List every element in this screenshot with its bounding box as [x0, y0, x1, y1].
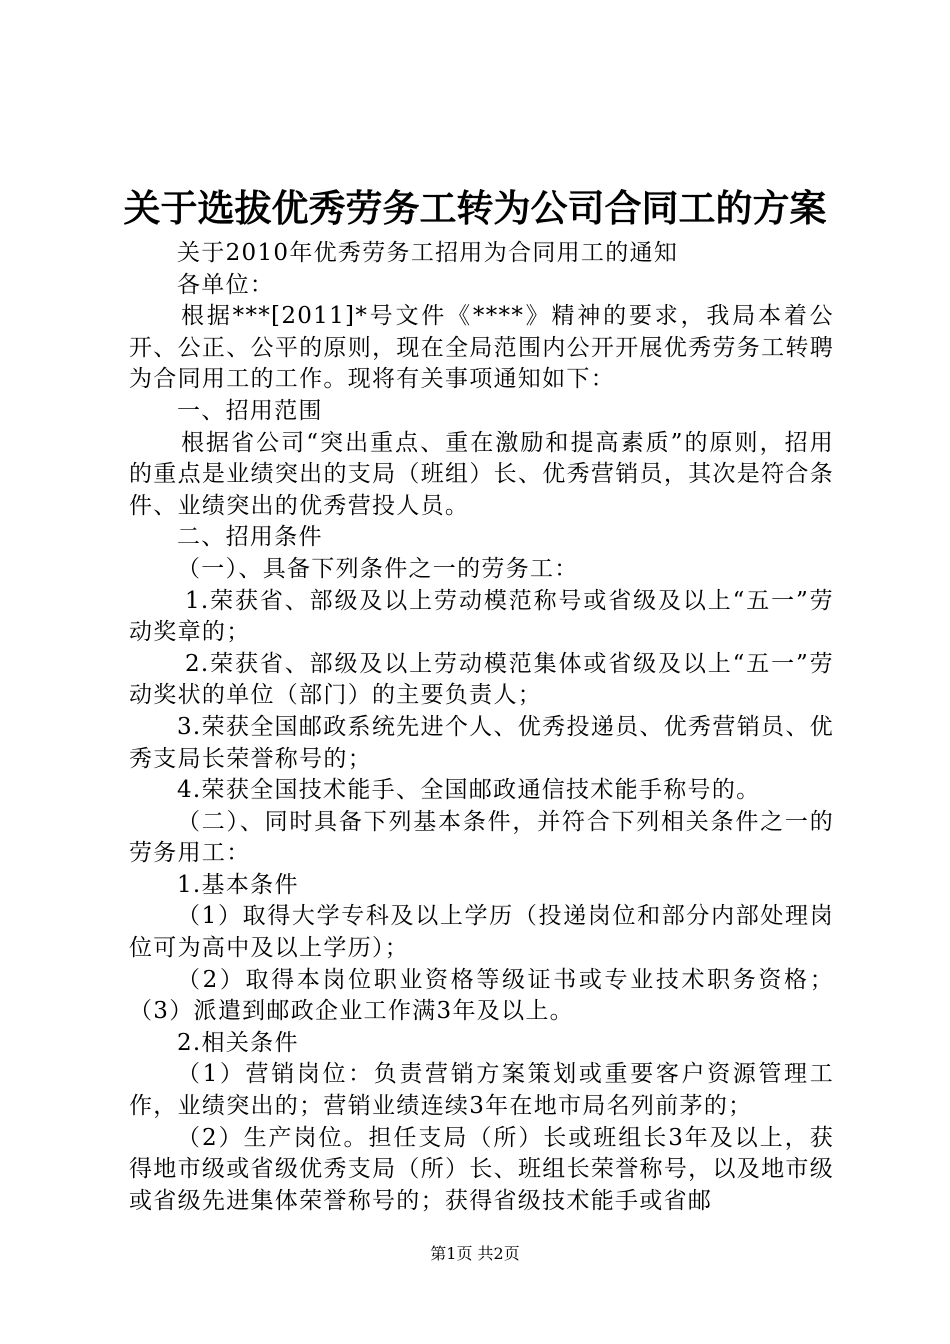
- subsection-heading-2: （二）、同时具备下列基本条件，并符合下列相关条件之一的劳务用工：: [129, 808, 834, 867]
- intro-paragraph: 根据***[2011]*号文件《****》精神的要求，我局本着公开、公正、公平的原则，现在全局范围内公开开展优秀劳务工转聘为合同用工的工作。现将有关事项通知如下：: [129, 303, 834, 393]
- basic-condition-1: （1）取得大学专科及以上学历（投递岗位和部分内部处理岗位可为高中及以上学历）；: [129, 903, 834, 962]
- page-number-footer: 第1页 共2页: [430, 1244, 520, 1263]
- condition-item-4: 4.荣获全国技术能手、全国邮政通信技术能手称号的。: [177, 777, 761, 804]
- notice-heading: 关于2010年优秀劳务工招用为合同用工的通知: [177, 240, 679, 266]
- condition-item-3: 3.荣获全国邮政系统先进个人、优秀投递员、优秀营销员、优秀支局长荣誉称号的；: [129, 713, 834, 772]
- scope-paragraph: 根据省公司“突出重点、重在激励和提高素质”的原则，招用的重点是业绩突出的支局（班组）长、优秀营销员，其次是符合条件、业绩突出的优秀营投人员。: [129, 429, 834, 519]
- related-condition-production: （2）生产岗位。担任支局（所）长或班组长3年及以上，获得地市级或省级优秀支局（所）长、班组长荣誉称号，以及地市级或省级先进集体荣誉称号的；获得省级技术能手或省邮: [129, 1124, 834, 1214]
- basic-condition-2-3: （2）取得本岗位职业资格等级证书或专业技术职务资格；（3）派遣到邮政企业工作满3年及以上。: [129, 966, 834, 1025]
- document-title: 关于选拔优秀劳务工转为公司合同工的方案: [123, 186, 827, 230]
- section-heading-scope: 一、招用范围: [177, 397, 323, 424]
- salutation: 各单位：: [177, 271, 275, 298]
- basic-conditions-heading: 1.基本条件: [177, 871, 299, 898]
- related-conditions-heading: 2.相关条件: [177, 1029, 299, 1056]
- document-body: [129, 238, 834, 1217]
- condition-item-1: 1.荣获省、部级及以上劳动模范称号或省级及以上“五一”劳动奖章的；: [129, 587, 834, 646]
- subsection-heading-1: （一）、具备下列条件之一的劳务工：: [177, 555, 579, 582]
- section-heading-conditions: 二、招用条件: [177, 524, 323, 551]
- condition-item-2: 2.荣获省、部级及以上劳动模范集体或省级及以上“五一”劳动奖状的单位（部门）的主要负责人；: [129, 650, 834, 709]
- related-condition-marketing: （1）营销岗位：负责营销方案策划或重要客户资源管理工作，业绩突出的；营销业绩连续3年在地市局名列前茅的；: [129, 1061, 834, 1120]
